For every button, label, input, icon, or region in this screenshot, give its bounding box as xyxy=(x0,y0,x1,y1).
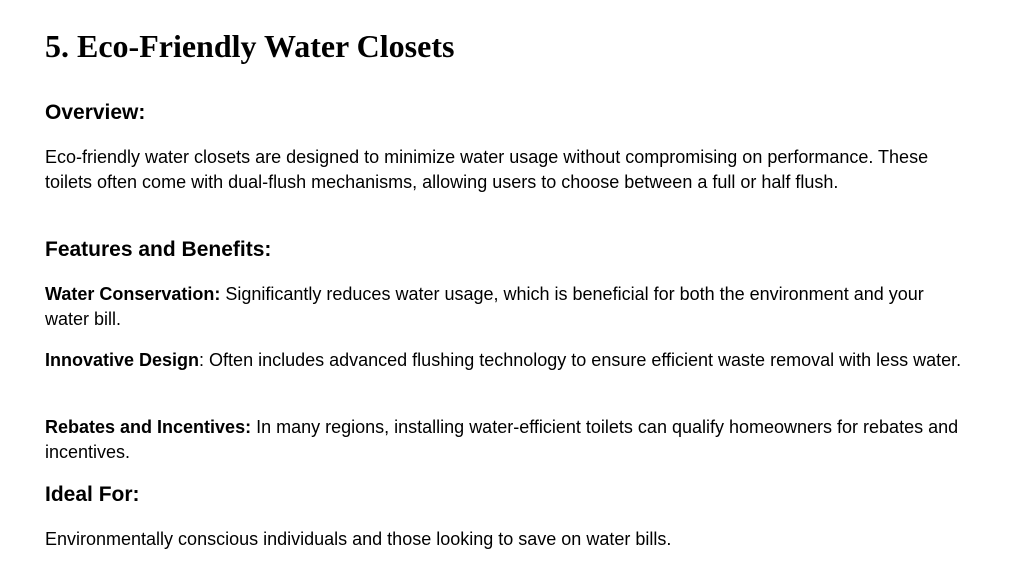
feature-rebates-incentives xyxy=(45,415,965,464)
features-heading: Features and Benefits: xyxy=(45,238,272,261)
overview-heading: Overview: xyxy=(45,101,146,124)
ideal-for-heading: Ideal For: xyxy=(45,483,140,506)
feature-text: In many regions, installing water-efficient toilets can qualify homeowners for rebates and incentives. xyxy=(45,417,959,462)
ideal-for-text: Environmentally conscious individuals and those looking to save on water bills. xyxy=(45,529,672,549)
feature-label: Rebates and Incentives: xyxy=(45,417,252,437)
feature-water-conservation xyxy=(45,282,965,331)
feature-text: Significantly reduces water usage, which is beneficial for both the environment and your water bill. xyxy=(45,284,924,329)
feature-text: : Often includes advanced flushing technology to ensure efficient waste removal with less water. xyxy=(199,350,962,370)
overview-text: Eco-friendly water closets are designed to minimize water usage without compromising on performance. These toilets often come with dual-flush mechanisms, allowing users to choose between a full or half flush. xyxy=(45,147,929,192)
page-title: 5. Eco-Friendly Water Closets xyxy=(45,28,455,64)
feature-label: Innovative Design xyxy=(45,350,200,370)
feature-label: Water Conservation: xyxy=(45,284,221,304)
feature-innovative-design xyxy=(45,348,965,373)
